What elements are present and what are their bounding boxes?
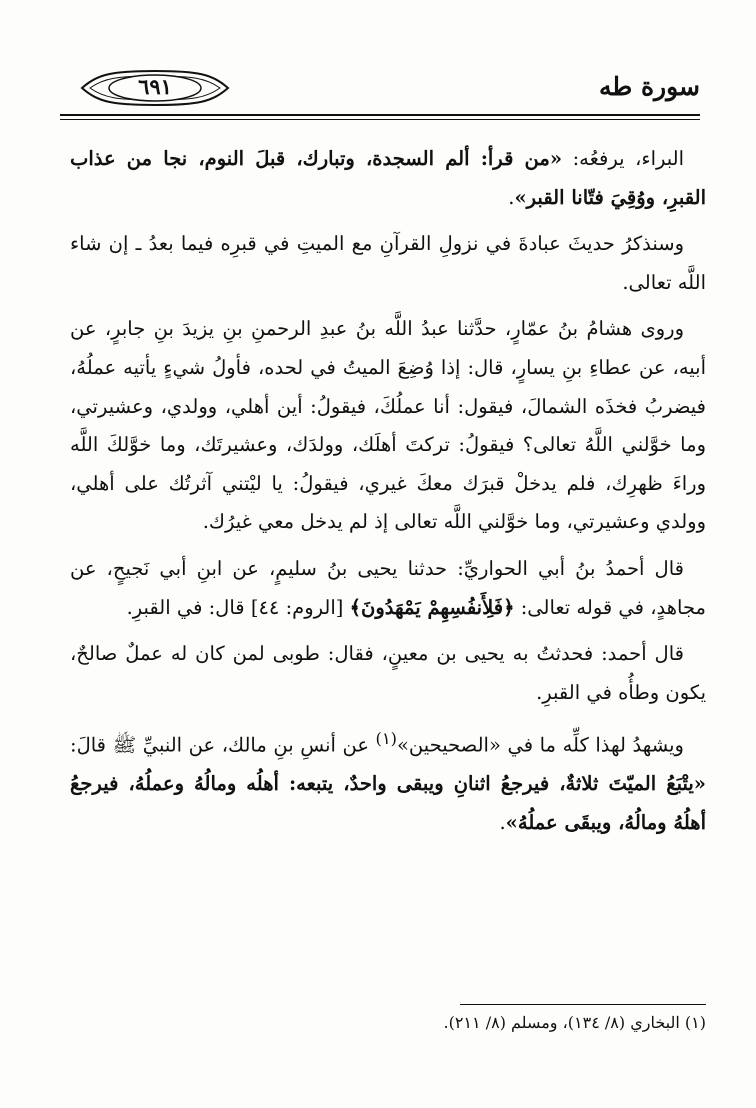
- paragraph: [70, 635, 706, 712]
- quoted-text: «من قرأ: ألم السجدة، وتبارك، قبلَ النوم، نجا من عذاب القبرِ، ووُقِيَ فتّانا القبر»: [70, 147, 706, 209]
- text-segment: .: [499, 811, 506, 834]
- page-body: [70, 140, 706, 851]
- text-segment: [الروم: ٤٤] قال: في القبرِ.: [126, 595, 350, 619]
- footnote-separator: [460, 1004, 706, 1005]
- header-rule: [60, 114, 700, 116]
- text-segment: وروى هشامُ بنُ عمّارٍ، حدَّثنا عبدُ اللَّه بنُ عبدِ الرحمنِ بنِ يزيدَ بنِ جابرٍ، عن أبيه، عن عطاءِ بنِ يسارٍ، قال: إذا وُضِعَ الميتُ في لحده، فأولُ شيءٍ يأتيه عملُهُ، فيضربُ فخذَه الشمالَ، فيقول: أنا عملُكَ، فيقولُ: أين أهلي، وولدي، وعشيرتي، وما خوَّلني اللَّهُ تعالى؟ فيقولُ: تركتَ أهلَك، وولدَك، وعشيرتَك، وما خوَّلكَ اللَّه وراءَ ظهرِك، فلم يدخلْ قبرَك معكَ غيري، فيقولُ: يا ليْتني آثرتُك على أهلي، وولدي وعشيرتي، وما خوَّلني اللَّه تعالى إذ لم يدخل معي غيرُك.: [70, 317, 706, 534]
- text-segment: قال أحمد: فحدثتُ به يحيى بن معينٍ، فقال: طوبى لمن كان له عملٌ صالحٌ، يكون وطأُه في القبرِ.: [70, 642, 706, 704]
- text-segment: قال أحمدُ بنُ أبي الحواريِّ: حدثنا يحيى بنُ سليمٍ، عن ابنِ أبي نَجيحٍ، عن مجاهدٍ، في قوله تعالى:: [70, 556, 706, 619]
- paragraph: [70, 720, 706, 842]
- text-segment: .: [508, 185, 515, 209]
- paragraph: [70, 550, 706, 627]
- text-segment: وسنذكرُ حديثَ عبادةَ في نزولِ القرآنِ مع الميتِ في قبرِه فيما بعدُ ـ إن شاء اللَّه تعالى.: [70, 232, 706, 294]
- paragraph: [70, 225, 706, 302]
- paragraph: [70, 310, 706, 542]
- page-header: [60, 64, 700, 112]
- page-number: ٦٩١: [138, 74, 172, 99]
- quoted-text: ﴿فَلِأَنفُسِهِمْ يَمْهَدُونَ﴾: [349, 595, 515, 619]
- quoted-text: «يتْبَعُ الميّتَ ثلاثةٌ، فيرجعُ اثنانِ ويبقى واحدٌ، يتبعه: أهلُه ومالُهُ وعملُهُ، فيرجعُ أهلُهُ ومالُهُ، ويبقَى عملُهُ»: [70, 772, 706, 834]
- text-segment: ويشهدُ لهذا كلِّه ما في «الصحيحين»: [396, 733, 684, 757]
- paragraph: [70, 140, 706, 217]
- footnote: (١) البخاري (٨/ ١٣٤)، ومسلم (٨/ ٢١١).: [443, 1013, 706, 1032]
- text-segment: البراء، يرفعُه:: [562, 147, 684, 170]
- text-segment: عن أنسِ بنِ مالك، عن النبيِّ ﷺ قالَ:: [70, 733, 376, 757]
- page-number-badge: [80, 70, 230, 106]
- footnote-marker: (١): [375, 729, 397, 749]
- surah-title: سورة طه: [598, 72, 700, 101]
- header-rule-thin: [60, 119, 700, 120]
